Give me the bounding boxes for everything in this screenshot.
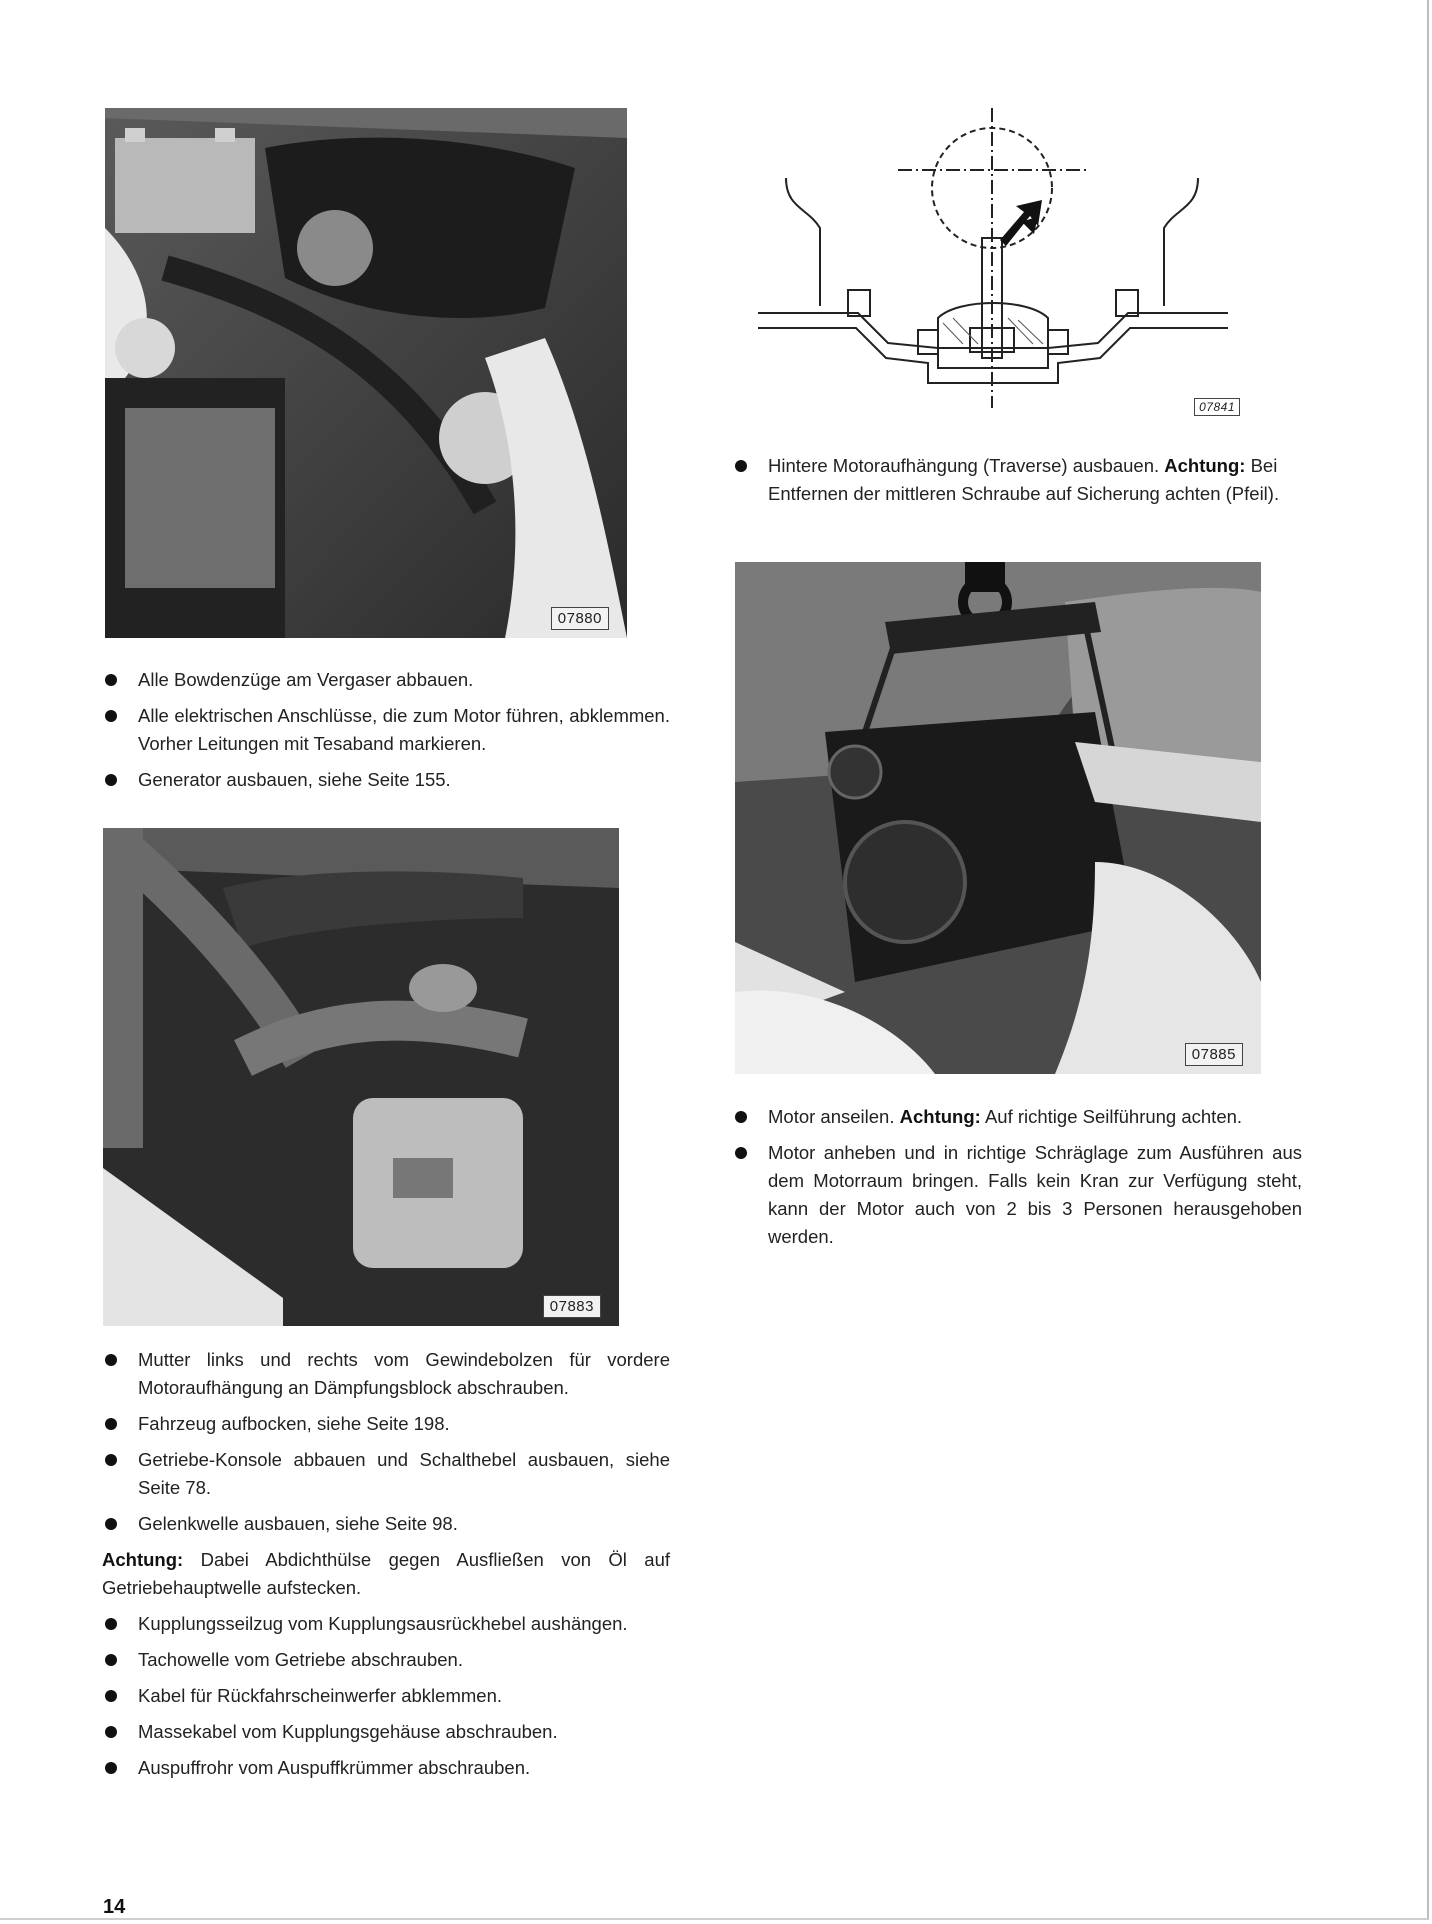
bullet-item: Alle Bowdenzüge am Vergaser abbauen. bbox=[102, 666, 670, 694]
engine-bay-illustration bbox=[105, 108, 627, 638]
text-rear-mount bbox=[732, 452, 1302, 516]
photo-engine-bay-carburetor bbox=[105, 108, 627, 638]
engine-crane-illustration bbox=[735, 562, 1261, 1074]
figure-code: 07841 bbox=[1194, 398, 1240, 416]
text-engine-lifting bbox=[732, 1103, 1302, 1259]
photo-engine-lifted bbox=[735, 562, 1261, 1074]
bullet-item: Hintere Motoraufhängung (Traverse) ausbauen. Achtung: Bei Entfernen der mittleren Schraube auf Sicherung achten (Pfeil). bbox=[732, 452, 1302, 508]
attention-note: Achtung: Dabei Abdichthülse gegen Ausfließen von Öl auf Getriebehauptwelle aufstecken. bbox=[102, 1549, 670, 1598]
drawing-rear-engine-mount bbox=[738, 108, 1246, 422]
bullet-item: Alle elektrischen Anschlüsse, die zum Motor führen, abklemmen. Vorher Leitungen mit Tesaband markieren. bbox=[102, 702, 670, 758]
bullet-item: Kabel für Rückfahrscheinwerfer abklemmen. bbox=[102, 1682, 670, 1710]
bullet-item: Motor anseilen. Achtung: Auf richtige Seilführung achten. bbox=[732, 1103, 1302, 1131]
figure-code: 07883 bbox=[543, 1295, 601, 1318]
text-cables-generator bbox=[102, 666, 670, 802]
bullet-item: Auspuffrohr vom Auspuffkrümmer abschrauben. bbox=[102, 1754, 670, 1782]
text-mount-transmission bbox=[102, 1346, 670, 1790]
bullet-item: Mutter links und rechts vom Gewindebolzen für vordere Motoraufhängung an Dämpfungsblock abschrauben. bbox=[102, 1346, 670, 1402]
figure-code: 07885 bbox=[1185, 1043, 1243, 1066]
photo-generator bbox=[103, 828, 619, 1326]
bullet-item: Fahrzeug aufbocken, siehe Seite 198. bbox=[102, 1410, 670, 1438]
engine-mount-diagram bbox=[738, 108, 1246, 422]
bullet-item: Motor anheben und in richtige Schräglage zum Ausführen aus dem Motorraum bringen. Falls kein Kran zur Verfügung steht, kann der Motor auch von 2 bis 3 Personen herausgehoben werden. bbox=[732, 1139, 1302, 1251]
page-number: 14 bbox=[103, 1896, 126, 1918]
figure-code: 07880 bbox=[551, 607, 609, 630]
bullet-item: Massekabel vom Kupplungsgehäuse abschrauben. bbox=[102, 1718, 670, 1746]
generator-illustration bbox=[103, 828, 619, 1326]
bullet-item: Kupplungsseilzug vom Kupplungsausrückhebel aushängen. bbox=[102, 1610, 670, 1638]
bullet-item: Getriebe-Konsole abbauen und Schalthebel ausbauen, siehe Seite 78. bbox=[102, 1446, 670, 1502]
bullet-item: Tachowelle vom Getriebe abschrauben. bbox=[102, 1646, 670, 1674]
bullet-item: Generator ausbauen, siehe Seite 155. bbox=[102, 766, 670, 794]
bullet-item: Gelenkwelle ausbauen, siehe Seite 98. bbox=[102, 1510, 670, 1538]
